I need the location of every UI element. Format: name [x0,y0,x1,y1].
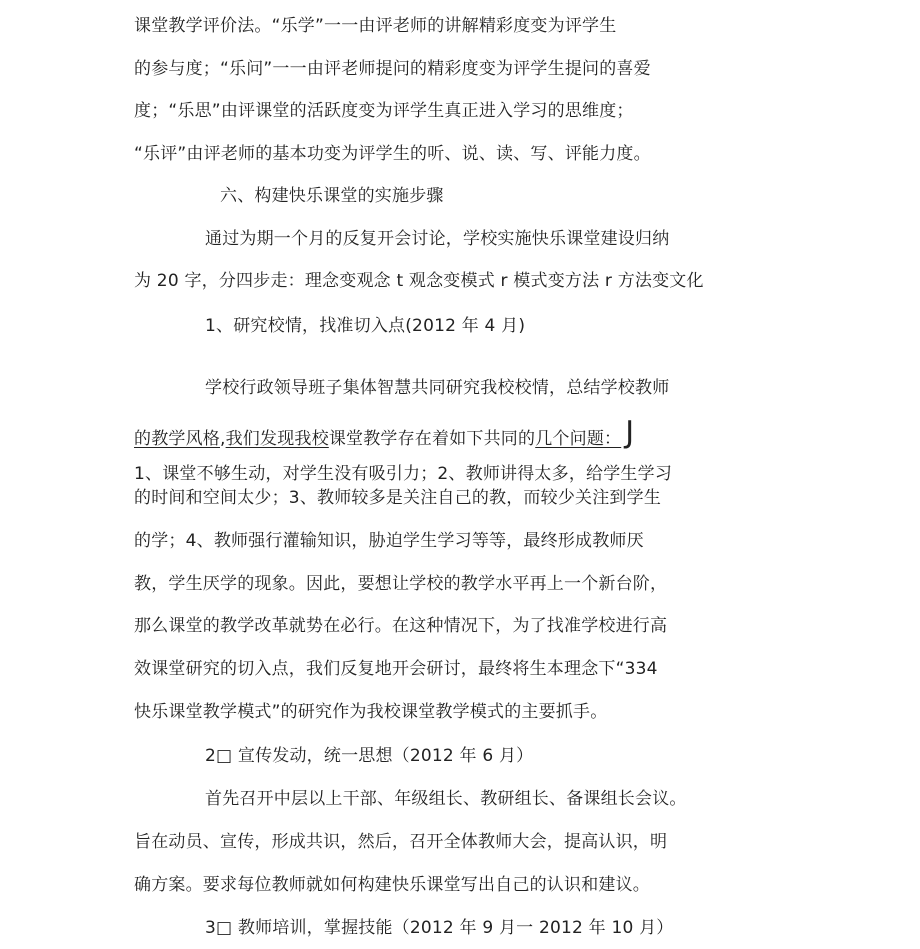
underlined-text: 几个问题： [535,429,622,449]
paragraph-line: 教，学生厌学的现象。因此，要想让学校的教学水平再上一个新台阶， [134,574,668,594]
underlined-text: 我们发现我校 [225,429,329,449]
paragraph-line: 的学；4、教师强行灌输知识，胁迫学生学习等等，最终形成教师厌 [134,531,644,551]
step-heading: 3□ 教师培训，掌握技能（2012 年 9 月一 2012 年 10 月） [205,918,674,938]
stray-mark: J [625,415,635,450]
step-heading: 2□ 宣传发动，统一思想（2012 年 6 月） [205,746,534,766]
paragraph-line: 效课堂研究的切入点，我们反复地开会研讨，最终将生本理念下“334 [134,659,658,679]
step-heading: 1、研究校情，找准切入点(2012 年 4 月) [205,316,526,336]
paragraph-line: 为 20 字，分四步走：理念变观念 t 观念变模式 r 模式变方法 r 方法变文化 [134,271,704,291]
text-span: , [220,429,226,449]
paragraph-line: 的参与度；“乐问”一一由评老师提问的精彩度变为评学生提问的喜爱 [134,59,651,79]
paragraph-line: 快乐课堂教学模式”的研究作为我校课堂教学模式的主要抓手。 [134,702,608,722]
paragraph-line: 度；“乐思”由评课堂的活跃度变为评学生真正进入学习的思维度； [134,101,634,121]
paragraph-line: 1、课堂不够生动，对学生没有吸引力；2、教师讲得太多，给学生学习 [134,464,673,484]
paragraph-line: “乐评”由评老师的基本功变为评学生的听、说、读、写、评能力度。 [134,144,651,164]
paragraph-line: 旨在动员、宣传，形成共识，然后，召开全体教师大会，提高认识，明 [134,832,668,852]
paragraph-line: 课堂教学评价法。“乐学”一一由评老师的讲解精彩度变为评学生 [134,16,617,36]
section-heading: 六、构建快乐课堂的实施步骤 [220,186,444,206]
paragraph-line: 通过为期一个月的反复开会讨论，学校实施快乐课堂建设归纳 [205,229,670,249]
paragraph-line: 学校行政领导班子集体智慧共同研究我校校情，总结学校教师 [205,378,670,398]
paragraph-line: 的时间和空间太少；3、教师较多是关注自己的教，而较少关注到学生 [134,488,662,508]
paragraph-line: 首先召开中层以上干部、年级组长、教研组长、备课组长会议。 [205,789,687,809]
paragraph-line: 确方案。要求每位教师就如何构建快乐课堂写出自己的认识和建议。 [134,875,650,895]
paragraph-line: 那么课堂的教学改革就势在必行。在这种情况下，为了找准学校进行高 [134,616,668,636]
paragraph-line-underlined [134,415,635,450]
text-span: 课堂教学存在着如下共同的 [328,429,536,449]
underlined-text: 的教学风格 [134,429,220,449]
